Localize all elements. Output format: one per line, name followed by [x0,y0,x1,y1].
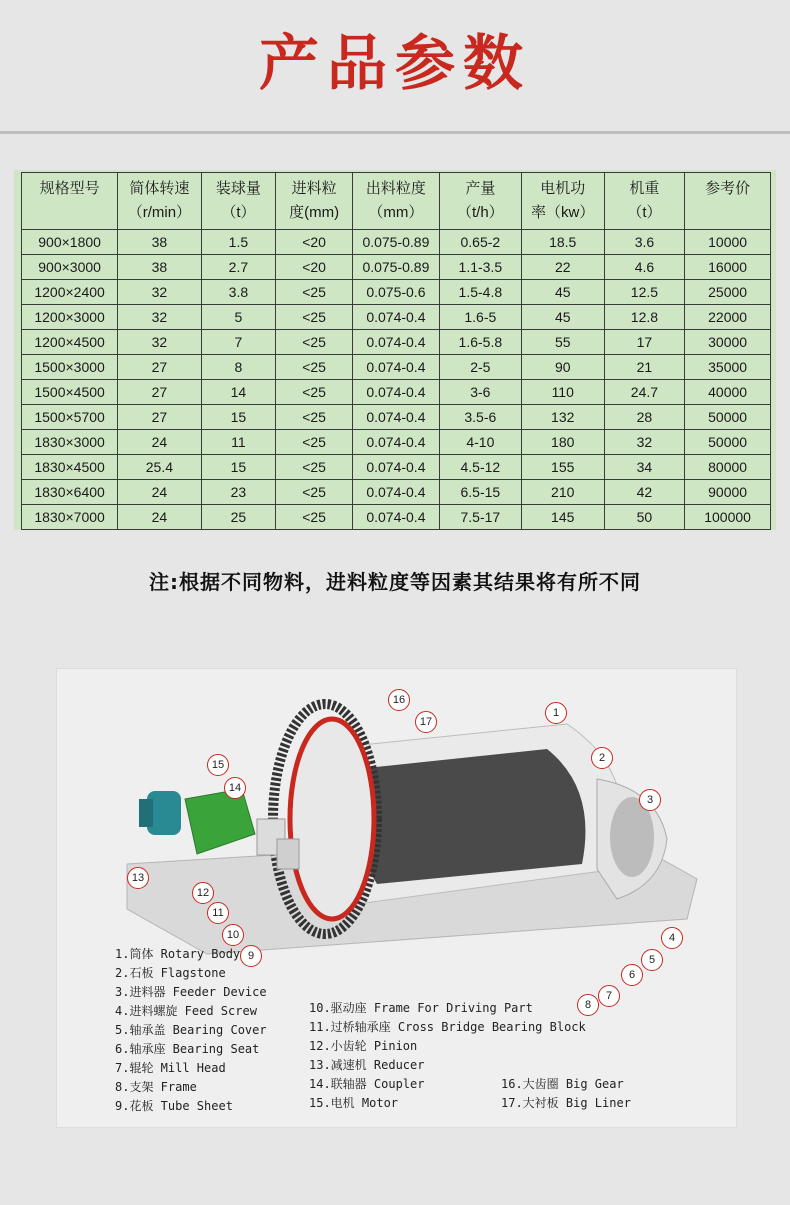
table-cell: 90 [521,355,604,380]
callout-8: 8 [577,994,599,1016]
table-cell: 25000 [685,280,771,305]
table-cell: <25 [276,280,353,305]
legend-item: 2.石板 Flagstone [115,966,226,980]
table-cell: 24 [118,505,201,530]
table-cell: 0.074-0.4 [352,330,439,355]
table-cell: 40000 [685,380,771,405]
table-cell: 2.7 [201,255,276,280]
table-cell: 8 [201,355,276,380]
callout-15: 15 [207,754,229,776]
table-cell: 50000 [685,405,771,430]
table-cell: 27 [118,405,201,430]
table-cell: 132 [521,405,604,430]
table-cell: 900×1800 [22,230,118,255]
table-cell: 7 [201,330,276,355]
table-row [22,230,771,255]
table-cell: 0.074-0.4 [352,305,439,330]
table-cell: 30000 [685,330,771,355]
table-cell: 17 [604,330,685,355]
table-cell: <25 [276,405,353,430]
header-text: 规格型号 [39,180,100,197]
table-header-cell [352,173,439,230]
table-cell: 55 [521,330,604,355]
table-row [22,355,771,380]
table-cell: 24 [118,480,201,505]
table-cell: <25 [276,380,353,405]
table-cell: 1.6-5.8 [439,330,521,355]
table-cell: 1.5-4.8 [439,280,521,305]
table-cell: 12.5 [604,280,685,305]
table-cell: <20 [276,255,353,280]
table-cell: 25 [201,505,276,530]
table-cell: 0.075-0.89 [352,230,439,255]
table-cell: 25.4 [118,455,201,480]
table-cell: 14 [201,380,276,405]
table-header-cell [521,173,604,230]
header-text: （t/h） [457,204,504,221]
callout-9: 9 [240,945,262,967]
callout-16: 16 [388,689,410,711]
table-row [22,430,771,455]
header-text: 度(mm) [289,204,340,221]
title-divider [0,131,790,134]
header-text: （t） [627,204,662,221]
table-cell: 1830×7000 [22,505,118,530]
table-cell: 1500×3000 [22,355,118,380]
table-cell: 7.5-17 [439,505,521,530]
table-cell: 110 [521,380,604,405]
table-header-cell [439,173,521,230]
table-cell: 1200×4500 [22,330,118,355]
table-cell: 32 [604,430,685,455]
callout-5: 5 [641,949,663,971]
table-cell: 18.5 [521,230,604,255]
table-cell: 180 [521,430,604,455]
table-cell: 0.074-0.4 [352,380,439,405]
table-cell: 50 [604,505,685,530]
legend-item: 8.支架 Frame [115,1080,197,1094]
table-row [22,330,771,355]
table-cell: 1.1-3.5 [439,255,521,280]
header-text: （r/min） [127,204,192,221]
table-cell: 1830×4500 [22,455,118,480]
table-cell: 4.5-12 [439,455,521,480]
table-cell: 155 [521,455,604,480]
legend-item: 14.联轴器 Coupler [309,1077,425,1091]
table-row [22,505,771,530]
table-cell: 0.075-0.6 [352,280,439,305]
table-cell: 0.074-0.4 [352,430,439,455]
legend-item: 3.进料器 Feeder Device [115,985,267,999]
table-row [22,480,771,505]
legend-item: 6.轴承座 Bearing Seat [115,1042,260,1056]
table-row [22,380,771,405]
table-header-cell [118,173,201,230]
table-cell: 32 [118,330,201,355]
spec-table [21,172,771,530]
table-header-cell [685,173,771,230]
table-header-cell [604,173,685,230]
table-cell: 34 [604,455,685,480]
callout-14: 14 [224,777,246,799]
table-cell: 24 [118,430,201,455]
callout-17: 17 [415,711,437,733]
table-cell: <20 [276,230,353,255]
legend-item: 5.轴承盖 Bearing Cover [115,1023,267,1037]
table-cell: 23 [201,480,276,505]
table-cell: 1500×5700 [22,405,118,430]
table-cell: 6.5-15 [439,480,521,505]
callout-6: 6 [621,964,643,986]
table-row [22,280,771,305]
legend-item: 1.筒体 Rotary Body [115,947,241,961]
spec-table-panel [14,170,776,530]
table-cell: 15 [201,455,276,480]
table-cell: 210 [521,480,604,505]
table-cell: 22 [521,255,604,280]
header-text: 装球量 [215,180,261,197]
table-cell: 1830×3000 [22,430,118,455]
callout-12: 12 [192,882,214,904]
legend-item: 7.辊轮 Mill Head [115,1061,226,1075]
table-cell: 38 [118,230,201,255]
legend-item: 4.进料螺旋 Feed Screw [115,1004,257,1018]
legend-column-1 [115,945,267,1116]
table-cell: 24.7 [604,380,685,405]
table-cell: <25 [276,455,353,480]
table-cell: 10000 [685,230,771,255]
callout-11: 11 [207,902,229,924]
table-cell: 3.6 [604,230,685,255]
table-cell: 0.074-0.4 [352,355,439,380]
table-cell: 1500×4500 [22,380,118,405]
table-cell: <25 [276,505,353,530]
table-cell: 21 [604,355,685,380]
legend-item: 16.大齿圈 Big Gear [501,1077,624,1091]
callout-2: 2 [591,747,613,769]
header-text: （mm） [368,204,424,221]
table-cell: 5 [201,305,276,330]
table-cell: 1200×3000 [22,305,118,330]
table-cell: 4-10 [439,430,521,455]
callout-10: 10 [222,924,244,946]
callout-3: 3 [639,789,661,811]
table-cell: 32 [118,305,201,330]
table-cell: 145 [521,505,604,530]
table-cell: 1830×6400 [22,480,118,505]
table-cell: 35000 [685,355,771,380]
table-cell: 900×3000 [22,255,118,280]
table-cell: 3-6 [439,380,521,405]
header-text: 率（kw） [531,204,595,221]
table-cell: 15 [201,405,276,430]
header-text: 电机功 [540,180,586,197]
table-header-cell [201,173,276,230]
table-header-cell [276,173,353,230]
table-cell: 0.074-0.4 [352,505,439,530]
table-cell: 2-5 [439,355,521,380]
table-cell: 45 [521,305,604,330]
note-text: 注:根据不同物料，进料粒度等因素其结果将有所不同 [149,570,641,594]
table-cell: 100000 [685,505,771,530]
table-cell: <25 [276,355,353,380]
table-cell: <25 [276,430,353,455]
callout-7: 7 [598,985,620,1007]
legend-item: 10.驱动座 Frame For Driving Part [309,1001,533,1015]
table-cell: 4.6 [604,255,685,280]
header-text: 机重 [629,180,660,197]
table-cell: 80000 [685,455,771,480]
table-cell: 50000 [685,430,771,455]
header-text: 进料粒 [291,180,337,197]
table-cell: 90000 [685,480,771,505]
table-row [22,405,771,430]
table-cell: <25 [276,330,353,355]
table-cell: <25 [276,305,353,330]
table-header-row [22,173,771,230]
table-cell: 3.5-6 [439,405,521,430]
table-row [22,255,771,280]
table-cell: 3.8 [201,280,276,305]
table-cell: 32 [118,280,201,305]
legend-item: 9.花板 Tube Sheet [115,1099,233,1113]
table-cell: 0.074-0.4 [352,405,439,430]
header-text: 参考价 [705,180,751,197]
table-cell: 0.65-2 [439,230,521,255]
table-cell: 27 [118,355,201,380]
callout-1: 1 [545,702,567,724]
callout-4: 4 [661,927,683,949]
table-cell: 1200×2400 [22,280,118,305]
table-cell: 16000 [685,255,771,280]
table-cell: 38 [118,255,201,280]
table-cell: 0.074-0.4 [352,480,439,505]
table-cell: <25 [276,480,353,505]
table-cell: 12.8 [604,305,685,330]
header-text: 简体转速 [129,180,190,197]
header-text: （t） [221,204,256,221]
table-cell: 11 [201,430,276,455]
callout-13: 13 [127,867,149,889]
table-row [22,305,771,330]
ball-mill-diagram [56,668,737,1128]
header-text: 产量 [465,180,496,197]
table-cell: 45 [521,280,604,305]
legend-item: 15.电机 Motor [309,1096,399,1110]
table-cell: 0.075-0.89 [352,255,439,280]
table-cell: 27 [118,380,201,405]
legend-item: 17.大衬板 Big Liner [501,1096,631,1110]
table-row [22,455,771,480]
page-title: 产品参数 [259,29,531,99]
header-text: 出料粒度 [365,180,426,197]
table-cell: 42 [604,480,685,505]
table-header-cell [22,173,118,230]
legend-column-3 [501,1075,631,1113]
table-cell: 1.6-5 [439,305,521,330]
legend-item: 13.减速机 Reducer [309,1058,425,1072]
table-cell: 28 [604,405,685,430]
legend-item: 11.过桥轴承座 Cross Bridge Bearing Block [309,1020,586,1034]
table-cell: 22000 [685,305,771,330]
legend-item: 12.小齿轮 Pinion [309,1039,418,1053]
table-cell: 1.5 [201,230,276,255]
table-cell: 0.074-0.4 [352,455,439,480]
